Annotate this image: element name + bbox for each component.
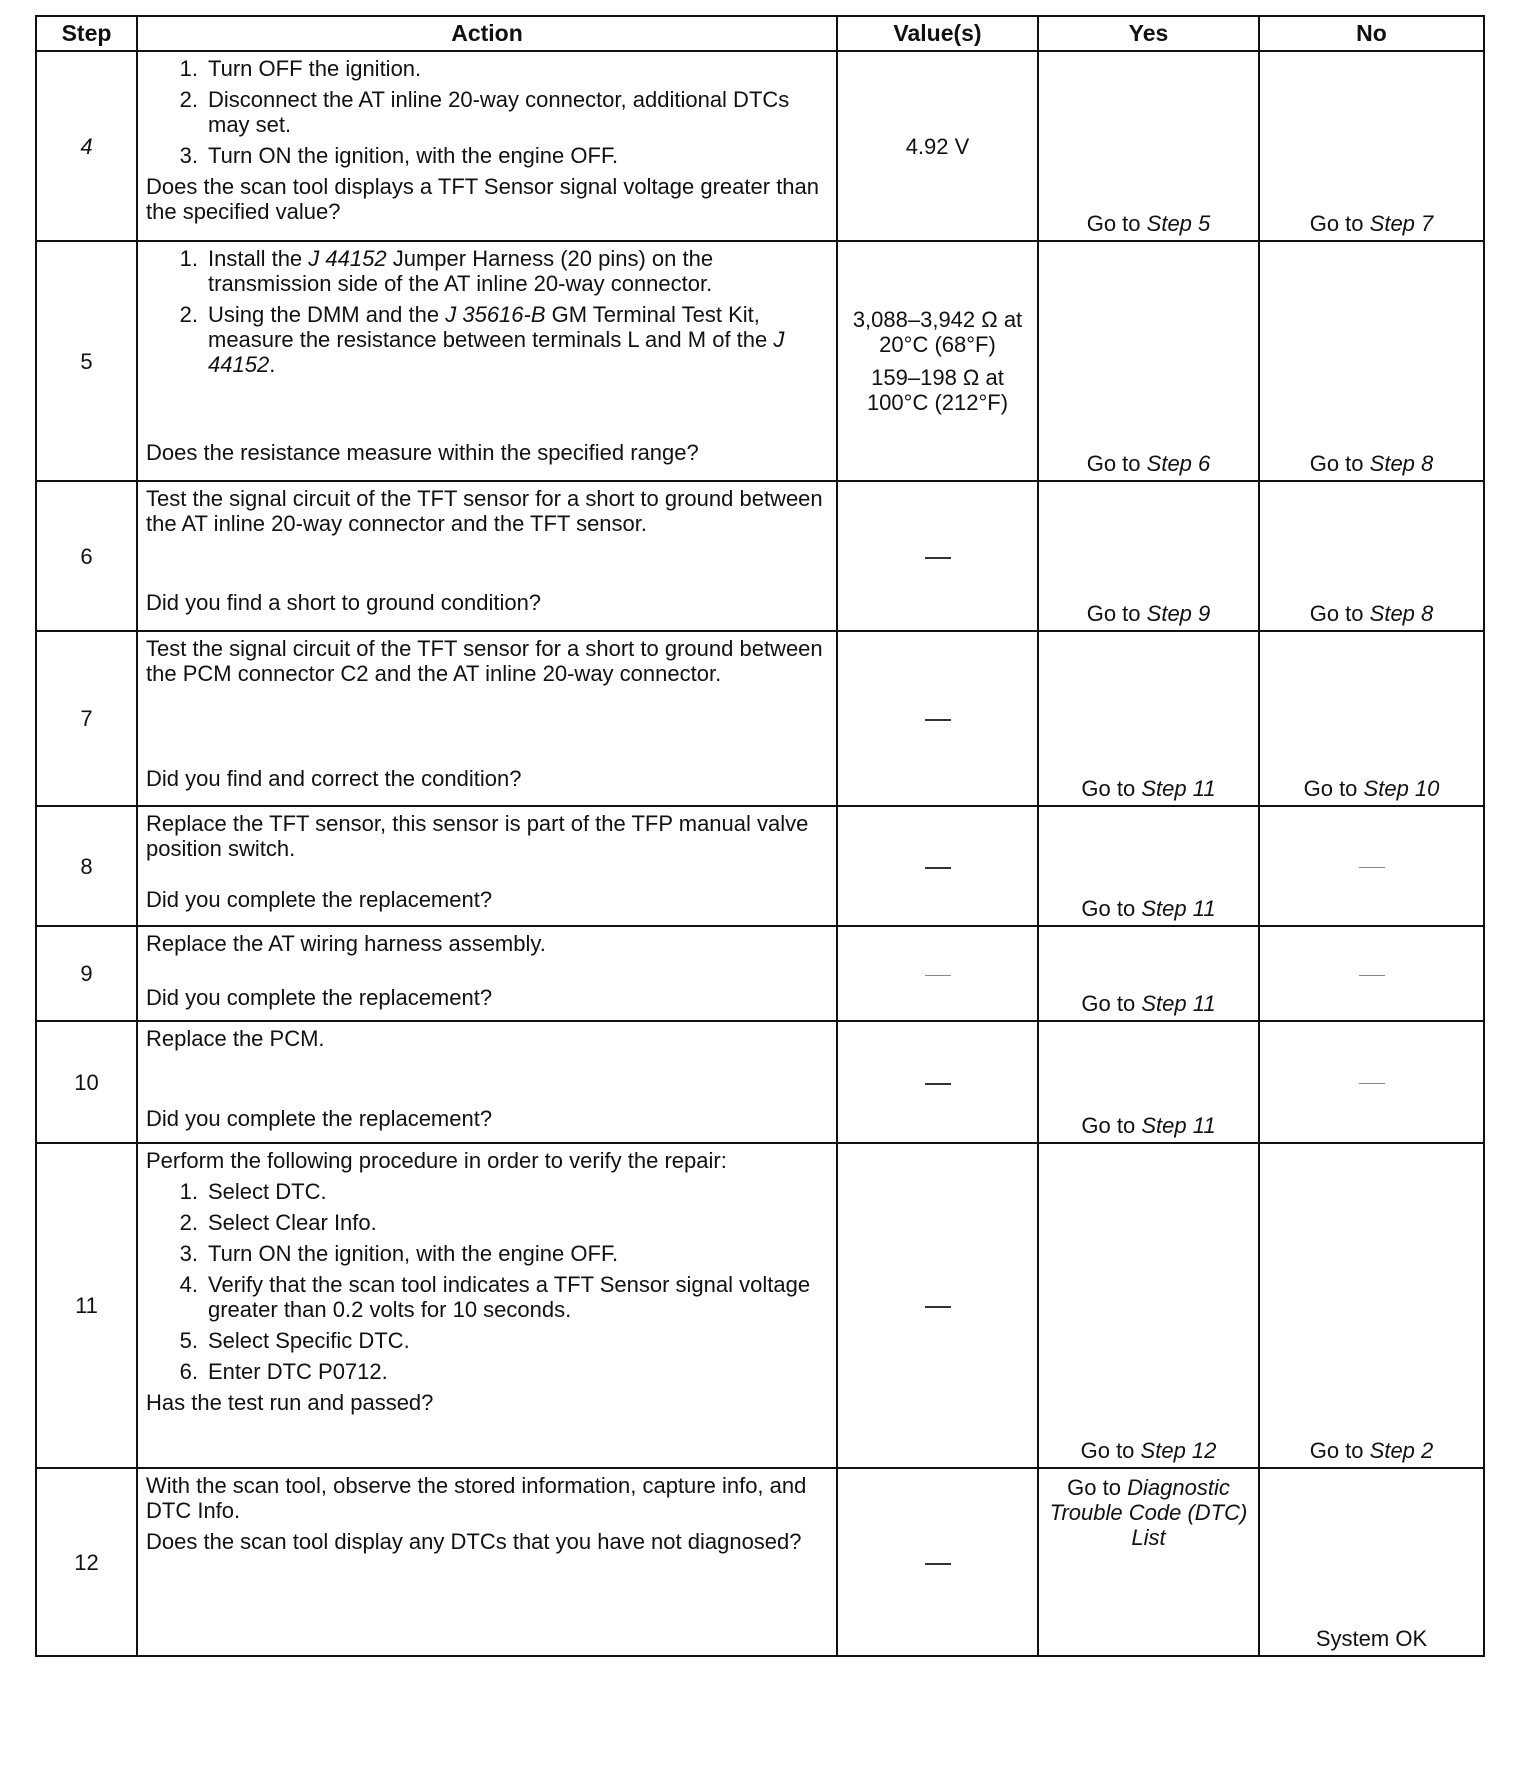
action-text: Replace the AT wiring harness assembly. [146, 931, 546, 956]
yes-target: Step 11 [1141, 776, 1216, 801]
value-cell [837, 631, 1038, 806]
value-cell [837, 1021, 1038, 1143]
yes-cell [1038, 806, 1259, 926]
action-question: Did you complete the replacement? [146, 887, 493, 912]
table-row-step-5 [36, 241, 1484, 481]
value-line: 159–198 Ω at 100°C (212°F) [866, 365, 1009, 415]
step-number: 12 [36, 1468, 137, 1656]
list-item: 2. Disconnect the AT inline 20-way connector, additional DTCs may set. [179, 87, 790, 137]
yes-target: Step 11 [1141, 896, 1216, 921]
go-to-label: Go to [1080, 1438, 1135, 1463]
action-cell [137, 51, 837, 241]
go-to-label: Go to [1081, 991, 1136, 1016]
step-number: 8 [36, 806, 137, 926]
no-cell [1259, 241, 1484, 481]
go-to-label: Go to [1086, 211, 1141, 236]
yes-target: Diagnostic Trouble Code (DTC) List [1049, 1475, 1248, 1550]
list-item: 1. Turn OFF the ignition. [179, 56, 422, 81]
yes-cell [1038, 241, 1259, 481]
list-item: 1. Install the J 44152 Jumper Harness (20 pins) on the transmission side of the AT inline 20-way connector. [179, 246, 714, 296]
table-row-step-10 [36, 1021, 1484, 1143]
yes-target: Step 11 [1141, 991, 1216, 1016]
no-cell [1259, 631, 1484, 806]
step-number: 7 [36, 631, 137, 806]
header-yes: Yes [1038, 16, 1259, 51]
empty-dash [925, 975, 951, 976]
action-question: Does the resistance measure within the specified range? [146, 440, 699, 465]
action-cell [137, 806, 837, 926]
action-cell [137, 926, 837, 1021]
empty-dash [1359, 975, 1385, 976]
action-question: Does the scan tool display any DTCs that you have not diagnosed? [146, 1529, 802, 1554]
empty-dash [925, 1563, 951, 1565]
table-row-step-7 [36, 631, 1484, 806]
header-step: Step [36, 16, 137, 51]
action-cell [137, 481, 837, 631]
value-cell [837, 241, 1038, 481]
action-text: With the scan tool, observe the stored information, capture info, and DTC Info. [146, 1473, 807, 1523]
action-intro: Perform the following procedure in order to verify the repair: [146, 1148, 727, 1173]
yes-cell [1038, 51, 1259, 241]
tool-ref: J 44152 [208, 327, 785, 377]
yes-target: Step 6 [1146, 451, 1211, 476]
list-item: 2. Select Clear Info. [179, 1210, 377, 1235]
action-text: Test the signal circuit of the TFT sensor for a short to ground between the AT inline 20-way connector and the TFT sensor. [146, 486, 823, 536]
tool-ref: J 35616-B [445, 302, 546, 327]
no-cell [1259, 51, 1484, 241]
list-item: 4. Verify that the scan tool indicates a TFT Sensor signal voltage greater than 0.2 volts for 10 seconds. [179, 1272, 811, 1322]
empty-dash [925, 1306, 951, 1308]
yes-cell [1038, 926, 1259, 1021]
no-target: Step 8 [1369, 451, 1434, 476]
list-item: 2. Using the DMM and the J 35616-B GM Terminal Test Kit, measure the resistance between terminals L and M of the J 44152. [179, 302, 785, 377]
action-text: Test the signal circuit of the TFT sensor for a short to ground between the PCM connector C2 and the AT inline 20-way connector. [146, 636, 823, 686]
table-row-step-4 [36, 51, 1484, 241]
no-cell [1259, 481, 1484, 631]
action-cell [137, 1468, 837, 1656]
table-row-step-8 [36, 806, 1484, 926]
yes-cell [1038, 631, 1259, 806]
action-question: Did you find and correct the condition? [146, 766, 522, 791]
no-target: Step 10 [1363, 776, 1440, 801]
list-item: 3. Turn ON the ignition, with the engine OFF. [179, 1241, 619, 1266]
diagnostic-table [35, 15, 1485, 1657]
header-no: No [1259, 16, 1484, 51]
value-cell [837, 1143, 1038, 1468]
action-steps [146, 1179, 828, 1384]
list-item: 1. Select DTC. [179, 1179, 327, 1204]
empty-dash [925, 557, 951, 559]
value-cell [837, 1468, 1038, 1656]
go-to-label: Go to [1081, 776, 1136, 801]
action-steps [146, 246, 828, 436]
header-row [36, 16, 1484, 51]
yes-target: Step 12 [1140, 1438, 1217, 1463]
yes-cell [1038, 1468, 1259, 1656]
go-to-label: Go to [1309, 211, 1364, 236]
empty-dash [925, 1083, 951, 1085]
table-row-step-6 [36, 481, 1484, 631]
action-cell [137, 1021, 837, 1143]
tool-ref: J 44152 [308, 246, 387, 271]
header-action: Action [137, 16, 837, 51]
empty-dash [1359, 867, 1385, 868]
no-cell: System OK [1259, 1468, 1484, 1656]
step-number: 11 [36, 1143, 137, 1468]
value-cell [837, 806, 1038, 926]
action-text: Replace the PCM. [146, 1026, 325, 1051]
no-target: Step 2 [1369, 1438, 1434, 1463]
step-number: 10 [36, 1021, 137, 1143]
table-row-step-9 [36, 926, 1484, 1021]
list-item: 3. Turn ON the ignition, with the engine OFF. [179, 143, 619, 168]
list-item: 5. Select Specific DTC. [179, 1328, 410, 1353]
empty-dash [925, 719, 951, 721]
go-to-label: Go to [1086, 601, 1141, 626]
yes-cell [1038, 481, 1259, 631]
action-steps [146, 56, 828, 168]
action-question: Did you find a short to ground condition? [146, 590, 542, 615]
value-cell [837, 481, 1038, 631]
empty-dash [925, 867, 951, 869]
empty-dash [1359, 1083, 1385, 1084]
go-to-label: Go to [1309, 1438, 1364, 1463]
no-target: Step 8 [1369, 601, 1434, 626]
go-to-label: Go to [1309, 601, 1364, 626]
value-cell: 4.92 V [837, 51, 1038, 241]
no-cell [1259, 926, 1484, 1021]
action-cell [137, 241, 837, 481]
value-cell [837, 926, 1038, 1021]
value-line: 3,088–3,942 Ω at 20°C (68°F) [852, 307, 1023, 357]
go-to-label: Go to [1067, 1475, 1121, 1500]
action-question: Has the test run and passed? [146, 1390, 434, 1415]
go-to-label: Go to [1081, 1113, 1136, 1138]
yes-target: Step 9 [1146, 601, 1211, 626]
step-number: 6 [36, 481, 137, 631]
action-cell [137, 631, 837, 806]
table-row-step-12 [36, 1468, 1484, 1656]
step-number: 4 [36, 51, 137, 241]
step-number: 9 [36, 926, 137, 1021]
header-values: Value(s) [837, 16, 1038, 51]
go-to-label: Go to [1081, 896, 1136, 921]
list-item: 6. Enter DTC P0712. [179, 1359, 388, 1384]
action-question: Did you complete the replacement? [146, 1106, 493, 1131]
action-text: Replace the TFT sensor, this sensor is part of the TFP manual valve position switch. [146, 811, 809, 861]
go-to-label: Go to [1309, 451, 1364, 476]
no-cell [1259, 1143, 1484, 1468]
yes-cell [1038, 1143, 1259, 1468]
yes-cell [1038, 1021, 1259, 1143]
go-to-label: Go to [1303, 776, 1358, 801]
no-target: Step 7 [1369, 211, 1434, 236]
diagnostic-table-page [35, 15, 1483, 1665]
table-row-step-11 [36, 1143, 1484, 1468]
yes-target: Step 11 [1141, 1113, 1216, 1138]
yes-target: Step 5 [1146, 211, 1211, 236]
go-to-label: Go to [1086, 451, 1141, 476]
no-cell [1259, 1021, 1484, 1143]
action-question: Did you complete the replacement? [146, 985, 493, 1010]
action-cell [137, 1143, 837, 1468]
step-number: 5 [36, 241, 137, 481]
no-cell [1259, 806, 1484, 926]
action-question: Does the scan tool displays a TFT Sensor signal voltage greater than the specified value? [146, 174, 820, 224]
